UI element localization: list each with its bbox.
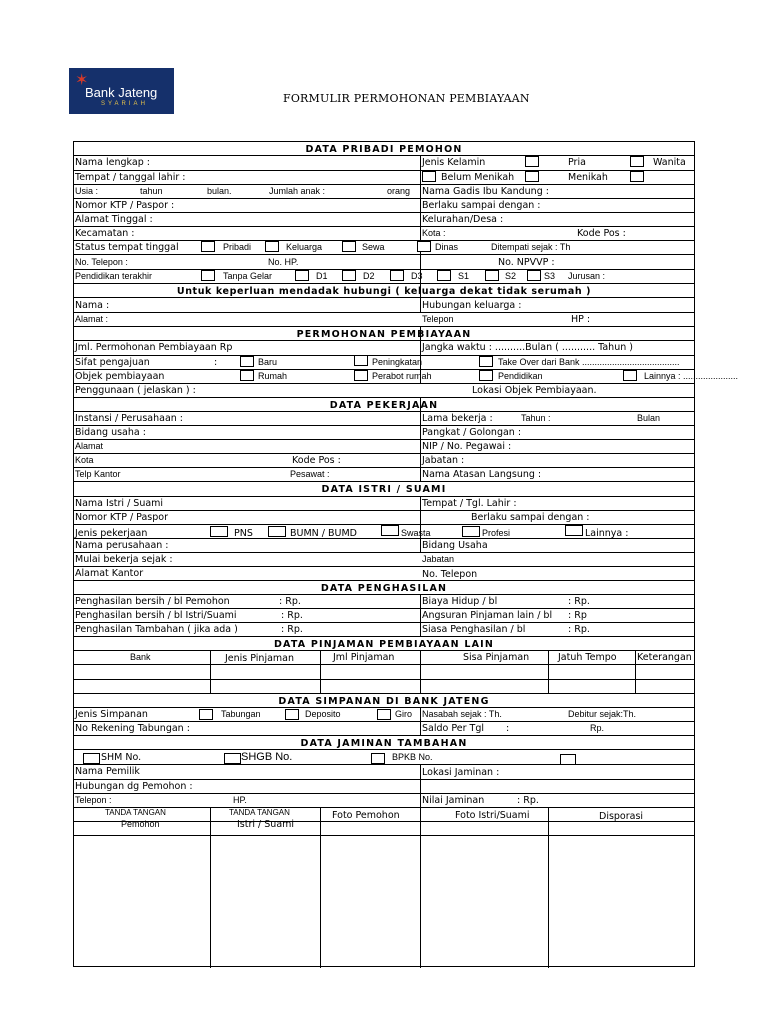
rule bbox=[74, 411, 694, 412]
header-keterangan: Keterangan bbox=[637, 652, 692, 663]
keluarga-label: Keluarga bbox=[286, 242, 323, 252]
bpkb-checkbox[interactable] bbox=[371, 753, 385, 764]
rule bbox=[74, 170, 694, 171]
header-bank: Bank bbox=[130, 652, 151, 662]
rule bbox=[74, 608, 694, 609]
darurat-alamat-label: Alamat : bbox=[75, 314, 109, 324]
sewa-label: Sewa bbox=[362, 242, 385, 252]
pns-checkbox[interactable] bbox=[210, 526, 228, 537]
istri-berlaku-label: Berlaku sampai dengan : bbox=[471, 512, 590, 523]
baru-checkbox[interactable] bbox=[240, 356, 254, 367]
rule bbox=[74, 467, 694, 468]
npwp-label: No. NPVVP : bbox=[498, 257, 555, 268]
rule bbox=[74, 397, 694, 398]
dinas-label: Dinas bbox=[435, 242, 459, 252]
rule bbox=[74, 439, 694, 440]
d1-checkbox[interactable] bbox=[295, 270, 309, 281]
jaminan-telepon-label: Telepon : bbox=[75, 795, 112, 805]
menikah-extra-checkbox[interactable] bbox=[630, 171, 644, 182]
section-title-istri: DATA ISTRI / SUAMI bbox=[321, 484, 447, 495]
ktp-label: Nomor KTP / Paspor : bbox=[75, 200, 175, 211]
d1-label: D1 bbox=[316, 271, 328, 281]
menikah-checkbox[interactable] bbox=[525, 171, 539, 182]
column-divider bbox=[420, 299, 421, 313]
wanita-checkbox[interactable] bbox=[630, 156, 644, 167]
shm-label: SHM No. bbox=[101, 752, 142, 763]
jenis-kelamin-label: Jenis Kelamin bbox=[422, 157, 486, 168]
istri-mulai-label: Mulai bekerja sejak : bbox=[75, 554, 173, 565]
s2-label: S2 bbox=[505, 271, 517, 281]
nasabah-sejak-label: Nasabah sejak : Th. bbox=[422, 709, 502, 719]
d3-label: D3 bbox=[411, 271, 423, 281]
alamat-label: Alamat Tinggal : bbox=[75, 214, 153, 225]
rule bbox=[74, 721, 694, 722]
take-over-label: Take Over dari Bank ....................................... bbox=[498, 357, 680, 367]
bidang-usaha-label: Bidang usaha : bbox=[75, 427, 146, 438]
take-over-checkbox[interactable] bbox=[479, 356, 493, 367]
darurat-nama-label: Nama : bbox=[75, 300, 110, 311]
gadis-ibu-label: Nama Gadis Ibu Kandung : bbox=[422, 186, 549, 197]
atasan-label: Nama Atasan Langsung : bbox=[422, 469, 542, 480]
jumlah-anak-label: Jumlah anak : bbox=[269, 186, 326, 196]
section-title-permohonan: PERMOHONAN PEMBIAYAAN bbox=[296, 329, 472, 340]
pekerjaan-kode-pos-label: Kode Pos : bbox=[292, 455, 341, 466]
pemilik-label: Nama Pemilik bbox=[75, 766, 140, 777]
pekerjaan-alamat-label: Alamat bbox=[75, 441, 104, 451]
lama-bulan-label: Bulan bbox=[637, 413, 661, 423]
foto-istri-label: Foto Istri/Suami bbox=[455, 810, 530, 821]
ditempati-label: Ditempati sejak : Th bbox=[491, 242, 571, 252]
wanita-label: Wanita bbox=[653, 157, 686, 168]
section-title-simpanan: DATA SIMPANAN DI BANK JATENG bbox=[278, 696, 490, 707]
pribadi-checkbox[interactable] bbox=[201, 241, 215, 252]
istri-alamat-kantor-label: Alamat Kantor bbox=[75, 568, 144, 579]
saldo-colon: : bbox=[506, 723, 510, 734]
bumn-checkbox[interactable] bbox=[268, 526, 286, 537]
foto-pemohon-label: Foto Pemohon bbox=[332, 810, 400, 821]
jabatan-label: Jabatan : bbox=[422, 455, 465, 466]
column-divider bbox=[210, 650, 211, 693]
jurusan-label: Jurusan : bbox=[568, 271, 606, 281]
section-title-penghasilan: DATA PENGHASILAN bbox=[320, 583, 448, 594]
d3-checkbox[interactable] bbox=[390, 270, 404, 281]
lama-bekerja-label: Lama bekerja : bbox=[422, 413, 493, 424]
orang-label: orang bbox=[387, 186, 411, 196]
bank-jateng-logo bbox=[69, 68, 174, 114]
bulan-label: bulan. bbox=[207, 186, 232, 196]
rule bbox=[74, 355, 694, 356]
deposito-label: Deposito bbox=[305, 709, 341, 719]
tanpa-gelar-checkbox[interactable] bbox=[201, 270, 215, 281]
perabot-label: Perabot rumah bbox=[372, 371, 432, 381]
rumah-label: Rumah bbox=[258, 371, 288, 381]
logo-burst-icon: ✶ bbox=[75, 70, 89, 89]
menikah-label: Menikah bbox=[568, 172, 608, 183]
bersih-pemohon-label: Penghasilan bersih / bl Pemohon bbox=[75, 596, 230, 607]
biaya-hidup-label: Biaya Hidup / bl bbox=[422, 596, 498, 607]
belum-menikah-checkbox[interactable] bbox=[422, 171, 436, 182]
giro-label: Giro bbox=[395, 709, 413, 719]
pns-label: PNS bbox=[234, 528, 253, 539]
rule bbox=[74, 425, 694, 426]
rule bbox=[74, 326, 694, 327]
penggunaan-label: Penggunaan ( jelaskan ) : bbox=[75, 385, 196, 396]
header-sisa-pinjaman: Sisa Pinjaman bbox=[463, 652, 530, 663]
rule bbox=[74, 184, 694, 185]
s1-label: S1 bbox=[458, 271, 470, 281]
jumlah-permohonan-label: Jml. Permohonan Pembiayaan Rp bbox=[75, 342, 233, 353]
photo-area-istri bbox=[421, 836, 548, 967]
kelurahan-label: Kelurahan/Desa : bbox=[422, 214, 504, 225]
column-divider bbox=[548, 650, 549, 693]
rule bbox=[74, 212, 694, 213]
telp-kantor-label: Telp Kantor bbox=[75, 469, 121, 479]
section-title-darurat: Untuk keperluan mendadak hubungi ( keluarga dekat tidak serumah ) bbox=[176, 286, 592, 297]
rule bbox=[74, 226, 694, 227]
kecamatan-label: Kecamatan : bbox=[75, 228, 135, 239]
tabungan-label: Tabungan bbox=[221, 709, 261, 719]
ttd-pemohon-label: Pemohon bbox=[121, 819, 160, 829]
nilai-jaminan-label: Nilai Jaminan bbox=[422, 795, 485, 806]
bpkb-label: BPKB No. bbox=[392, 752, 433, 762]
status-tinggal-label: Status tempat tinggal bbox=[75, 242, 179, 253]
rule bbox=[74, 198, 694, 199]
rule bbox=[74, 650, 694, 651]
disposition-area[interactable] bbox=[549, 836, 695, 967]
rule bbox=[74, 453, 694, 454]
pribadi-label: Pribadi bbox=[223, 242, 252, 252]
d2-label: D2 bbox=[363, 271, 375, 281]
angsuran-label: Angsuran Pinjaman lain / bl bbox=[422, 610, 553, 621]
s3-checkbox[interactable] bbox=[527, 270, 541, 281]
section-title-jaminan: DATA JAMINAN TAMBAHAN bbox=[300, 738, 468, 749]
rule bbox=[74, 283, 694, 284]
profesi-label: Profesi bbox=[482, 528, 511, 538]
saldo-rp: Rp. bbox=[590, 723, 605, 733]
lainnya-objek-checkbox[interactable] bbox=[623, 370, 637, 381]
berlaku-label: Berlaku sampai dengan : bbox=[422, 200, 541, 211]
bersih-istri-rp: : Rp. bbox=[281, 610, 303, 621]
rule bbox=[74, 297, 694, 298]
swasta-label: Swasta bbox=[401, 528, 431, 538]
rumah-checkbox[interactable] bbox=[240, 370, 254, 381]
disporasi-label: Disporasi bbox=[599, 811, 644, 822]
istri-nama-label: Nama Istri / Suami bbox=[75, 498, 164, 509]
rule bbox=[74, 594, 694, 595]
rule bbox=[74, 693, 694, 694]
saldo-label: Saldo Per Tgl bbox=[422, 723, 484, 734]
rule bbox=[74, 269, 694, 270]
lama-tahun-label: Tahun : bbox=[521, 413, 551, 423]
rule bbox=[74, 707, 694, 708]
sisa-penghasilan-rp: : Rp. bbox=[568, 624, 590, 635]
instansi-label: Instansi / Perusahaan : bbox=[75, 413, 184, 424]
column-divider bbox=[635, 650, 636, 693]
rule bbox=[74, 749, 694, 750]
rule bbox=[74, 622, 694, 623]
kode-pos-label: Kode Pos : bbox=[577, 228, 626, 239]
logo-subtext: SYARIAH bbox=[101, 101, 148, 107]
hp-label: No. HP. bbox=[268, 257, 299, 267]
application-form bbox=[73, 141, 739, 967]
dinas-checkbox[interactable] bbox=[417, 241, 431, 252]
lainnya-pekerjaan-label: Lainnya : bbox=[585, 528, 629, 539]
bersih-istri-label: Penghasilan bersih / bl Istri/Suami bbox=[75, 610, 237, 621]
istri-jabatan-label: Jabatan bbox=[422, 554, 455, 564]
tabungan-checkbox[interactable] bbox=[199, 709, 213, 720]
nama-label: Nama lengkap : bbox=[75, 157, 150, 168]
usia-label: Usia : bbox=[75, 186, 99, 196]
shm-checkbox[interactable] bbox=[83, 753, 100, 764]
signature-area-istri[interactable] bbox=[211, 836, 320, 967]
tanpa-gelar-label: Tanpa Gelar bbox=[223, 271, 273, 281]
debitur-sejak-label: Debitur sejak:Th. bbox=[568, 709, 637, 719]
header-jenis-pinjaman: Jenis Pinjaman bbox=[225, 653, 295, 664]
biaya-hidup-rp: : Rp. bbox=[568, 596, 590, 607]
nip-label: NIP / No. Pegawai : bbox=[422, 441, 512, 452]
rule bbox=[74, 636, 694, 637]
pendidikan-label: Pendidikan terakhir bbox=[75, 271, 153, 281]
rule bbox=[74, 510, 694, 511]
tambahan-rp: : Rp. bbox=[281, 624, 303, 635]
s1-checkbox[interactable] bbox=[437, 270, 451, 281]
header-jml-pinjaman: Jml Pinjaman bbox=[333, 652, 395, 663]
rule bbox=[74, 312, 694, 313]
s3-label: S3 bbox=[544, 271, 556, 281]
ttl-label: Tempat / tanggal lahir : bbox=[75, 172, 186, 183]
rule bbox=[74, 496, 694, 497]
peningkatan-label: Peningkatan bbox=[372, 357, 423, 367]
darurat-hubungan-label: Hubungan keluarga : bbox=[422, 300, 522, 311]
baru-label: Baru bbox=[258, 357, 278, 367]
pangkat-label: Pangkat / Golongan : bbox=[422, 427, 522, 438]
rule bbox=[74, 735, 694, 736]
pendidikan-objek-label: Pendidikan bbox=[498, 371, 543, 381]
rule bbox=[74, 779, 694, 780]
form-title: FORMULIR PERMOHONAN PEMBIAYAAN bbox=[283, 92, 530, 105]
sisa-penghasilan-label: Siasa Penghasilan / bl bbox=[422, 624, 526, 635]
sifat-label: Sifat pengajuan bbox=[75, 357, 150, 368]
pria-checkbox[interactable] bbox=[525, 156, 539, 167]
telepon-label: No. Telepon : bbox=[75, 257, 128, 267]
hubungan-pemohon-label: Hubungan dg Pemohon : bbox=[75, 781, 193, 792]
jaminan-hp-label: HP. bbox=[233, 795, 247, 805]
giro-checkbox[interactable] bbox=[377, 709, 391, 720]
jenis-simpanan-label: Jenis Simpanan bbox=[75, 709, 148, 720]
column-divider bbox=[420, 707, 421, 735]
pendidikan-objek-checkbox[interactable] bbox=[479, 370, 493, 381]
istri-ktp-label: Nomor KTP / Paspor bbox=[75, 512, 168, 523]
perabot-checkbox[interactable] bbox=[354, 370, 368, 381]
lokasi-jaminan-label: Lokasi Jaminan : bbox=[422, 767, 500, 778]
deposito-checkbox[interactable] bbox=[285, 709, 299, 720]
column-divider bbox=[420, 594, 421, 636]
nilai-jaminan-rp: : Rp. bbox=[517, 795, 539, 806]
section-title-pribadi: DATA PRIBADI PEMOHON bbox=[305, 144, 463, 155]
rule bbox=[74, 764, 694, 765]
shgb-checkbox[interactable] bbox=[224, 753, 241, 764]
bersih-pemohon-rp: : Rp. bbox=[279, 596, 301, 607]
rule bbox=[74, 240, 694, 241]
pekerjaan-kota-label: Kota bbox=[75, 455, 94, 465]
lainnya-pekerjaan-checkbox[interactable] bbox=[565, 525, 583, 536]
kota-label: Kota : bbox=[422, 228, 446, 238]
rule bbox=[74, 369, 694, 370]
darurat-telepon-label: Telepon bbox=[422, 314, 454, 324]
rule bbox=[74, 566, 694, 567]
logo-text: Bank Jateng bbox=[85, 85, 158, 100]
rule bbox=[74, 793, 694, 794]
rule bbox=[74, 383, 694, 384]
lainnya-objek-label: Lainnya : ...................... bbox=[644, 371, 739, 381]
rule bbox=[74, 155, 694, 156]
istri-telepon-label: No. Telepon bbox=[422, 569, 478, 580]
rule bbox=[74, 679, 694, 680]
sifat-colon: : bbox=[214, 357, 218, 368]
s2-checkbox[interactable] bbox=[485, 270, 499, 281]
tambahan-label: Penghasilan Tambahan ( jika ada ) bbox=[75, 624, 238, 635]
belum-menikah-label: Belum Menikah bbox=[441, 172, 515, 183]
column-divider bbox=[420, 496, 421, 552]
bumn-label: BUMN / BUMD bbox=[290, 528, 357, 539]
rule bbox=[74, 254, 694, 255]
d2-checkbox[interactable] bbox=[342, 270, 356, 281]
shgb-label: SHGB No. bbox=[241, 751, 293, 763]
rule bbox=[74, 481, 694, 482]
column-divider bbox=[320, 650, 321, 693]
rule bbox=[74, 552, 694, 553]
ttd-istri-label: Istri / Suami bbox=[237, 819, 295, 830]
sewa-checkbox[interactable] bbox=[342, 241, 356, 252]
pria-label: Pria bbox=[568, 157, 586, 168]
profesi-checkbox[interactable] bbox=[462, 526, 480, 537]
swasta-checkbox[interactable] bbox=[381, 525, 399, 536]
rekening-label: No Rekening Tabungan : bbox=[75, 723, 190, 734]
rule bbox=[74, 807, 694, 808]
objek-label: Objek pembiayaan bbox=[75, 371, 165, 382]
angsuran-rp: : Rp bbox=[568, 610, 587, 621]
rule bbox=[74, 340, 694, 341]
istri-bidang-label: Bidang Usaha bbox=[422, 540, 488, 551]
ttd-pemohon-caption: TANDA TANGAN bbox=[105, 808, 166, 817]
header-jatuh-tempo: Jatuh Tempo bbox=[558, 652, 617, 663]
photo-area-pemohon bbox=[321, 836, 420, 967]
istri-tempat-label: Tempat / Tgl. Lahir : bbox=[422, 498, 517, 509]
rule bbox=[74, 580, 694, 581]
jaminan-extra-checkbox[interactable] bbox=[560, 754, 576, 765]
rule bbox=[74, 664, 694, 665]
tahun-label: tahun bbox=[140, 186, 163, 196]
peningkatan-checkbox[interactable] bbox=[354, 355, 368, 366]
ttd-istri-caption: TANDA TANGAN bbox=[229, 808, 290, 817]
keluarga-checkbox[interactable] bbox=[265, 241, 279, 252]
lokasi-objek-label: Lokasi Objek Pembiayaan. bbox=[472, 385, 597, 396]
section-title-pekerjaan: DATA PEKERJAAN bbox=[329, 400, 439, 411]
jangka-waktu-label: Jangka waktu : ..........Bulan ( ........... Tahun ) bbox=[422, 342, 633, 353]
column-divider bbox=[420, 650, 421, 693]
signature-area-pemohon[interactable] bbox=[74, 836, 210, 967]
section-title-pinjaman: DATA PINJAMAN PEMBIAYAAN LAIN bbox=[273, 639, 495, 650]
darurat-hp-label: HP : bbox=[571, 314, 591, 325]
jenis-pekerjaan-label: Jenis pekerjaan bbox=[75, 528, 148, 539]
istri-perusahaan-label: Nama perusahaan : bbox=[75, 540, 169, 551]
pesawat-label: Pesawat : bbox=[290, 469, 330, 479]
